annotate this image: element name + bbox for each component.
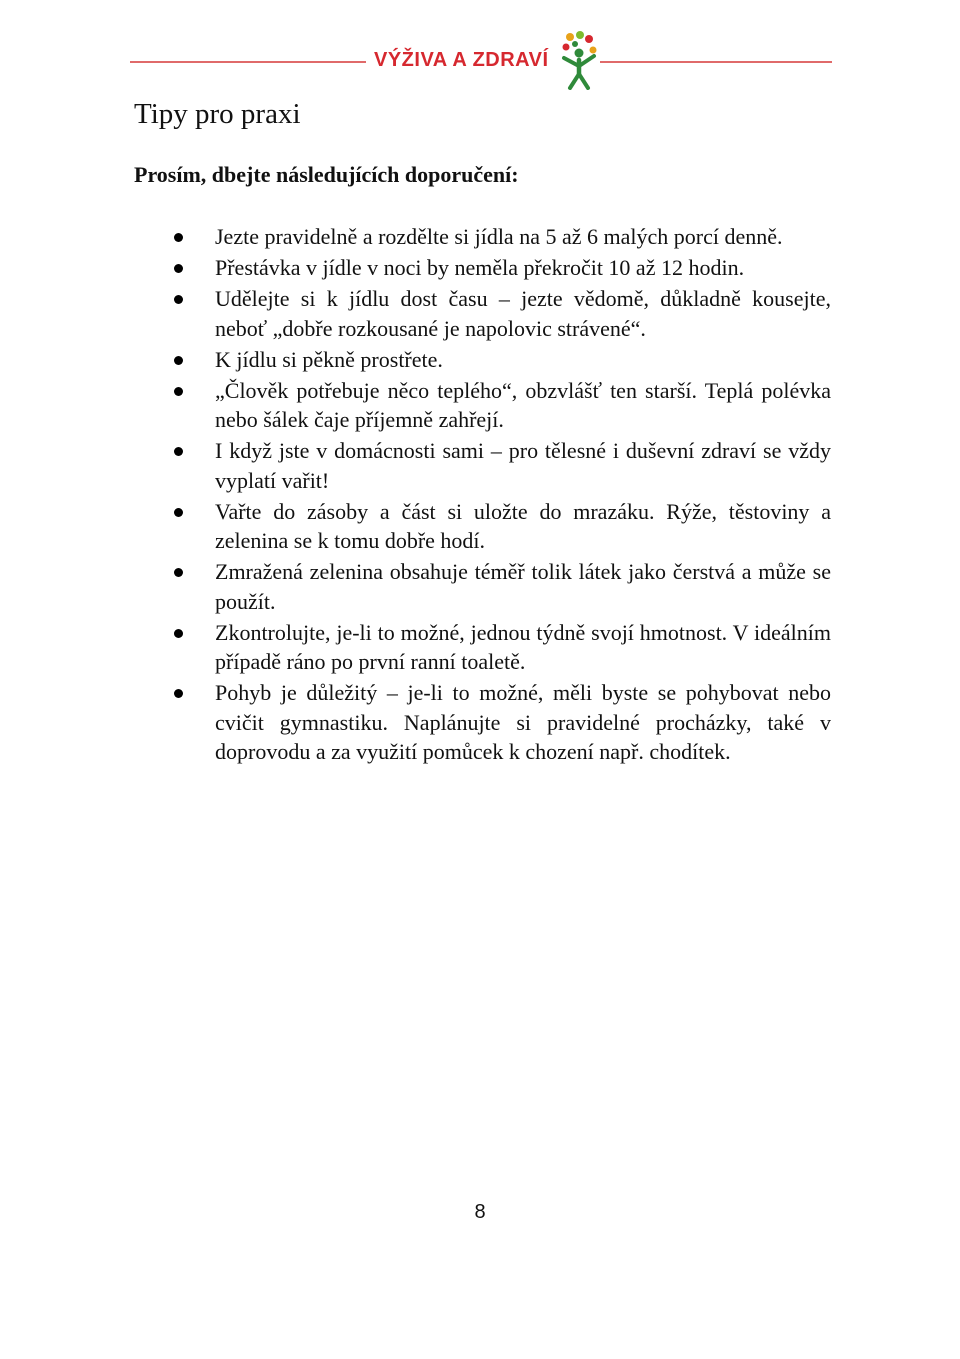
tip-text: Zkontrolujte, je-li to možné, jednou týdně svojí hmotnost. V ideálním případě ráno po první ranní toaletě. [215, 619, 831, 674]
list-item [134, 618, 831, 677]
bullet-icon [174, 689, 183, 698]
bullet-icon [174, 508, 183, 517]
bullet-icon [174, 629, 183, 638]
list-item [134, 436, 831, 495]
list-item [134, 497, 831, 556]
tip-text: Jezte pravidelně a rozdělte si jídla na 5 až 6 malých porcí denně. [215, 224, 783, 249]
person-fruit-logo-icon [558, 30, 600, 90]
page-number: 8 [474, 1201, 486, 1223]
list-item [134, 376, 831, 435]
page-title: Tipy pro praxi [134, 98, 301, 130]
bullet-icon [174, 264, 183, 273]
tip-text: Přestávka v jídle v noci by neměla překročit 10 až 12 hodin. [215, 255, 745, 280]
bullet-icon [174, 295, 183, 304]
section-subheading: Prosím, dbejte následujících doporučení: [134, 162, 519, 187]
bullet-icon [174, 387, 183, 396]
list-item [134, 222, 831, 252]
list-item [134, 678, 831, 767]
tip-text: Udělejte si k jídlu dost času – jezte vědomě, důkladně kousejte, neboť „dobře rozkousané je napolovic strávené“. [215, 286, 831, 341]
list-item [134, 557, 831, 616]
bullet-icon [174, 447, 183, 456]
bullet-icon [174, 233, 183, 242]
tip-text: Zmražená zelenina obsahuje téměř tolik látek jako čerstvá a může se použít. [215, 559, 831, 614]
tip-text: K jídlu si pěkně prostřete. [215, 346, 443, 372]
page-header [130, 30, 832, 90]
tip-text: Pohyb je důležitý – je-li to možné, měli byste se pohybovat nebo cvičit gymnastiku. Naplánujte si pravidelné procházky, také v doprovodu a za využití pomůcek k chození např. chodítek. [215, 680, 831, 764]
header-rule-left [130, 61, 366, 63]
list-item [134, 253, 831, 283]
tip-text: Vařte do zásoby a část si uložte do mrazáku. Rýže, těstoviny a zelenina se k tomu dobře hodí. [215, 498, 831, 553]
tip-text: „Člověk potřebuje něco teplého“, obzvlášť ten starší. Teplá polévka nebo šálek čaje příjemně zahřejí. [215, 377, 831, 432]
bullet-icon [174, 568, 183, 577]
tips-list [134, 222, 831, 768]
bullet-icon [174, 356, 183, 365]
list-item [134, 345, 831, 375]
header-rule-right [600, 61, 832, 63]
list-item [134, 284, 831, 343]
brand-title: VÝŽIVA A ZDRAVÍ [374, 49, 549, 71]
tip-text: I když jste v domácnosti sami – pro tělesné i duševní zdraví se vždy vyplatí vařit! [215, 438, 831, 493]
